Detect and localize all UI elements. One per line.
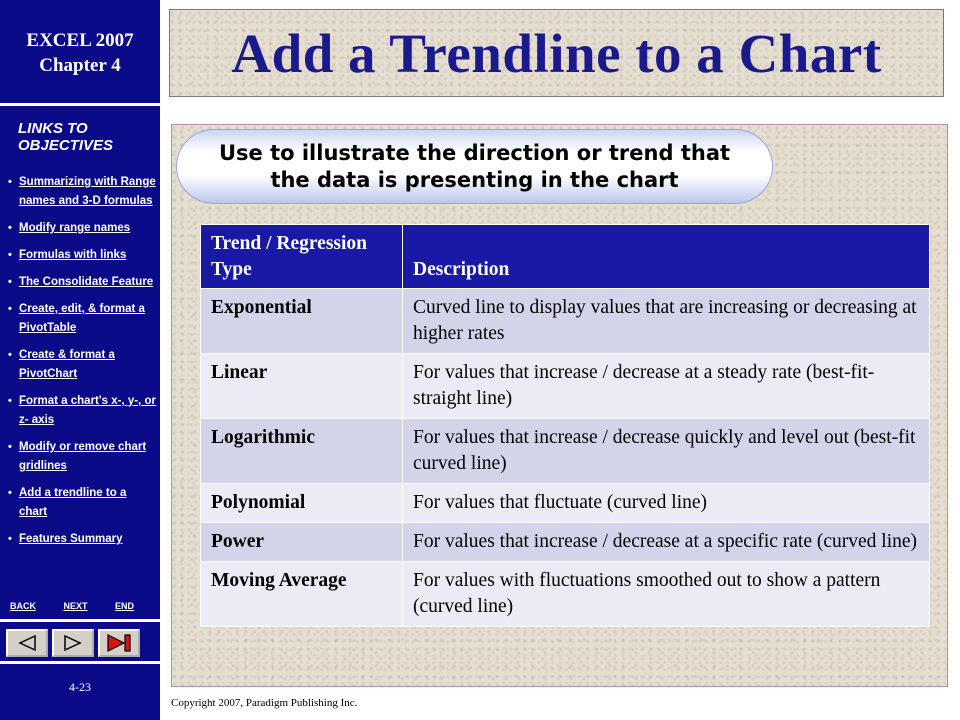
title-panel xyxy=(169,9,944,97)
table-row xyxy=(201,484,930,523)
sidebar-divider-top xyxy=(0,103,160,106)
table-header-row xyxy=(201,225,930,289)
end-button[interactable] xyxy=(98,629,140,657)
objective-link-item xyxy=(8,346,156,384)
course-title-line1: EXCEL 2007 xyxy=(26,30,134,51)
header-description: Description xyxy=(403,225,930,289)
table-row xyxy=(201,289,930,354)
row-description: For values with fluctuations smoothed out to show a pattern (curved line) xyxy=(403,562,930,627)
row-description: For values that increase / decrease at a steady rate (best-fit-straight line) xyxy=(403,354,930,419)
callout-text: Use to illustrate the direction or trend that the data is presenting in the chart xyxy=(218,140,731,192)
link-pivotchart[interactable]: Create & format a PivotChart xyxy=(19,349,115,380)
objective-link-item xyxy=(8,392,156,430)
table-row xyxy=(201,523,930,562)
nav-labels xyxy=(10,601,134,611)
row-type: Power xyxy=(201,523,403,562)
objective-link-item xyxy=(8,246,156,265)
sidebar-divider-bottom xyxy=(0,619,160,622)
row-description: For values that increase / decrease quickly and level out (best-fit curved line) xyxy=(403,419,930,484)
callout-pill xyxy=(176,129,773,204)
link-features-summary[interactable]: Features Summary xyxy=(19,533,123,545)
objective-link-item xyxy=(8,484,156,522)
objective-link-item xyxy=(8,173,156,211)
link-pivottable[interactable]: Create, edit, & format a PivotTable xyxy=(19,303,145,334)
trendline-table xyxy=(200,224,930,627)
row-description: Curved line to display values that are increasing or decreasing at higher rates xyxy=(403,289,930,354)
row-type: Exponential xyxy=(201,289,403,354)
link-gridlines[interactable]: Modify or remove chart gridlines xyxy=(19,441,147,472)
course-title xyxy=(0,28,160,78)
objective-link-item xyxy=(8,530,156,549)
objective-link-item xyxy=(8,300,156,338)
links-heading-line1: LINKS TO xyxy=(18,120,88,137)
sidebar-divider-nav xyxy=(0,661,160,664)
link-summarizing[interactable]: Summarizing with Range names and 3-D formulas xyxy=(19,176,156,207)
row-type: Linear xyxy=(201,354,403,419)
back-button[interactable] xyxy=(6,629,48,657)
row-type: Moving Average xyxy=(201,562,403,627)
copyright: Copyright 2007, Paradigm Publishing Inc. xyxy=(171,697,358,709)
objective-links xyxy=(8,173,156,557)
objective-link-item xyxy=(8,438,156,476)
left-triangle-icon xyxy=(15,634,39,652)
end-bar-icon xyxy=(104,633,134,653)
row-description: For values that increase / decrease at a specific rate (curved line) xyxy=(403,523,930,562)
sidebar xyxy=(0,0,160,720)
link-trendline[interactable]: Add a trendline to a chart xyxy=(19,487,127,518)
right-triangle-icon xyxy=(61,634,85,652)
row-type: Logarithmic xyxy=(201,419,403,484)
header-type: Trend / Regression Type xyxy=(201,225,403,289)
end-link[interactable]: END xyxy=(114,601,134,611)
slide-title: Add a Trendline to a Chart xyxy=(231,23,882,84)
page-number: 4-23 xyxy=(69,680,91,694)
link-modify-range-names[interactable]: Modify range names xyxy=(19,222,131,234)
links-heading xyxy=(18,120,113,154)
next-link[interactable]: NEXT xyxy=(63,601,88,611)
table-row xyxy=(201,354,930,419)
back-link[interactable]: BACK xyxy=(10,601,36,611)
link-format-axis[interactable]: Format a chart's x-, y-, or z- axis xyxy=(19,395,156,426)
table-row xyxy=(201,419,930,484)
row-type: Polynomial xyxy=(201,484,403,523)
objective-link-item xyxy=(8,219,156,238)
links-heading-line2: OBJECTIVES xyxy=(18,137,114,154)
objective-link-item xyxy=(8,273,156,292)
table-row xyxy=(201,562,930,627)
nav-buttons xyxy=(6,629,146,659)
next-button[interactable] xyxy=(52,629,94,657)
row-description: For values that fluctuate (curved line) xyxy=(403,484,930,523)
course-title-line2: Chapter 4 xyxy=(39,55,121,76)
link-formulas-with-links[interactable]: Formulas with links xyxy=(19,249,127,261)
link-consolidate[interactable]: The Consolidate Feature xyxy=(19,276,154,288)
